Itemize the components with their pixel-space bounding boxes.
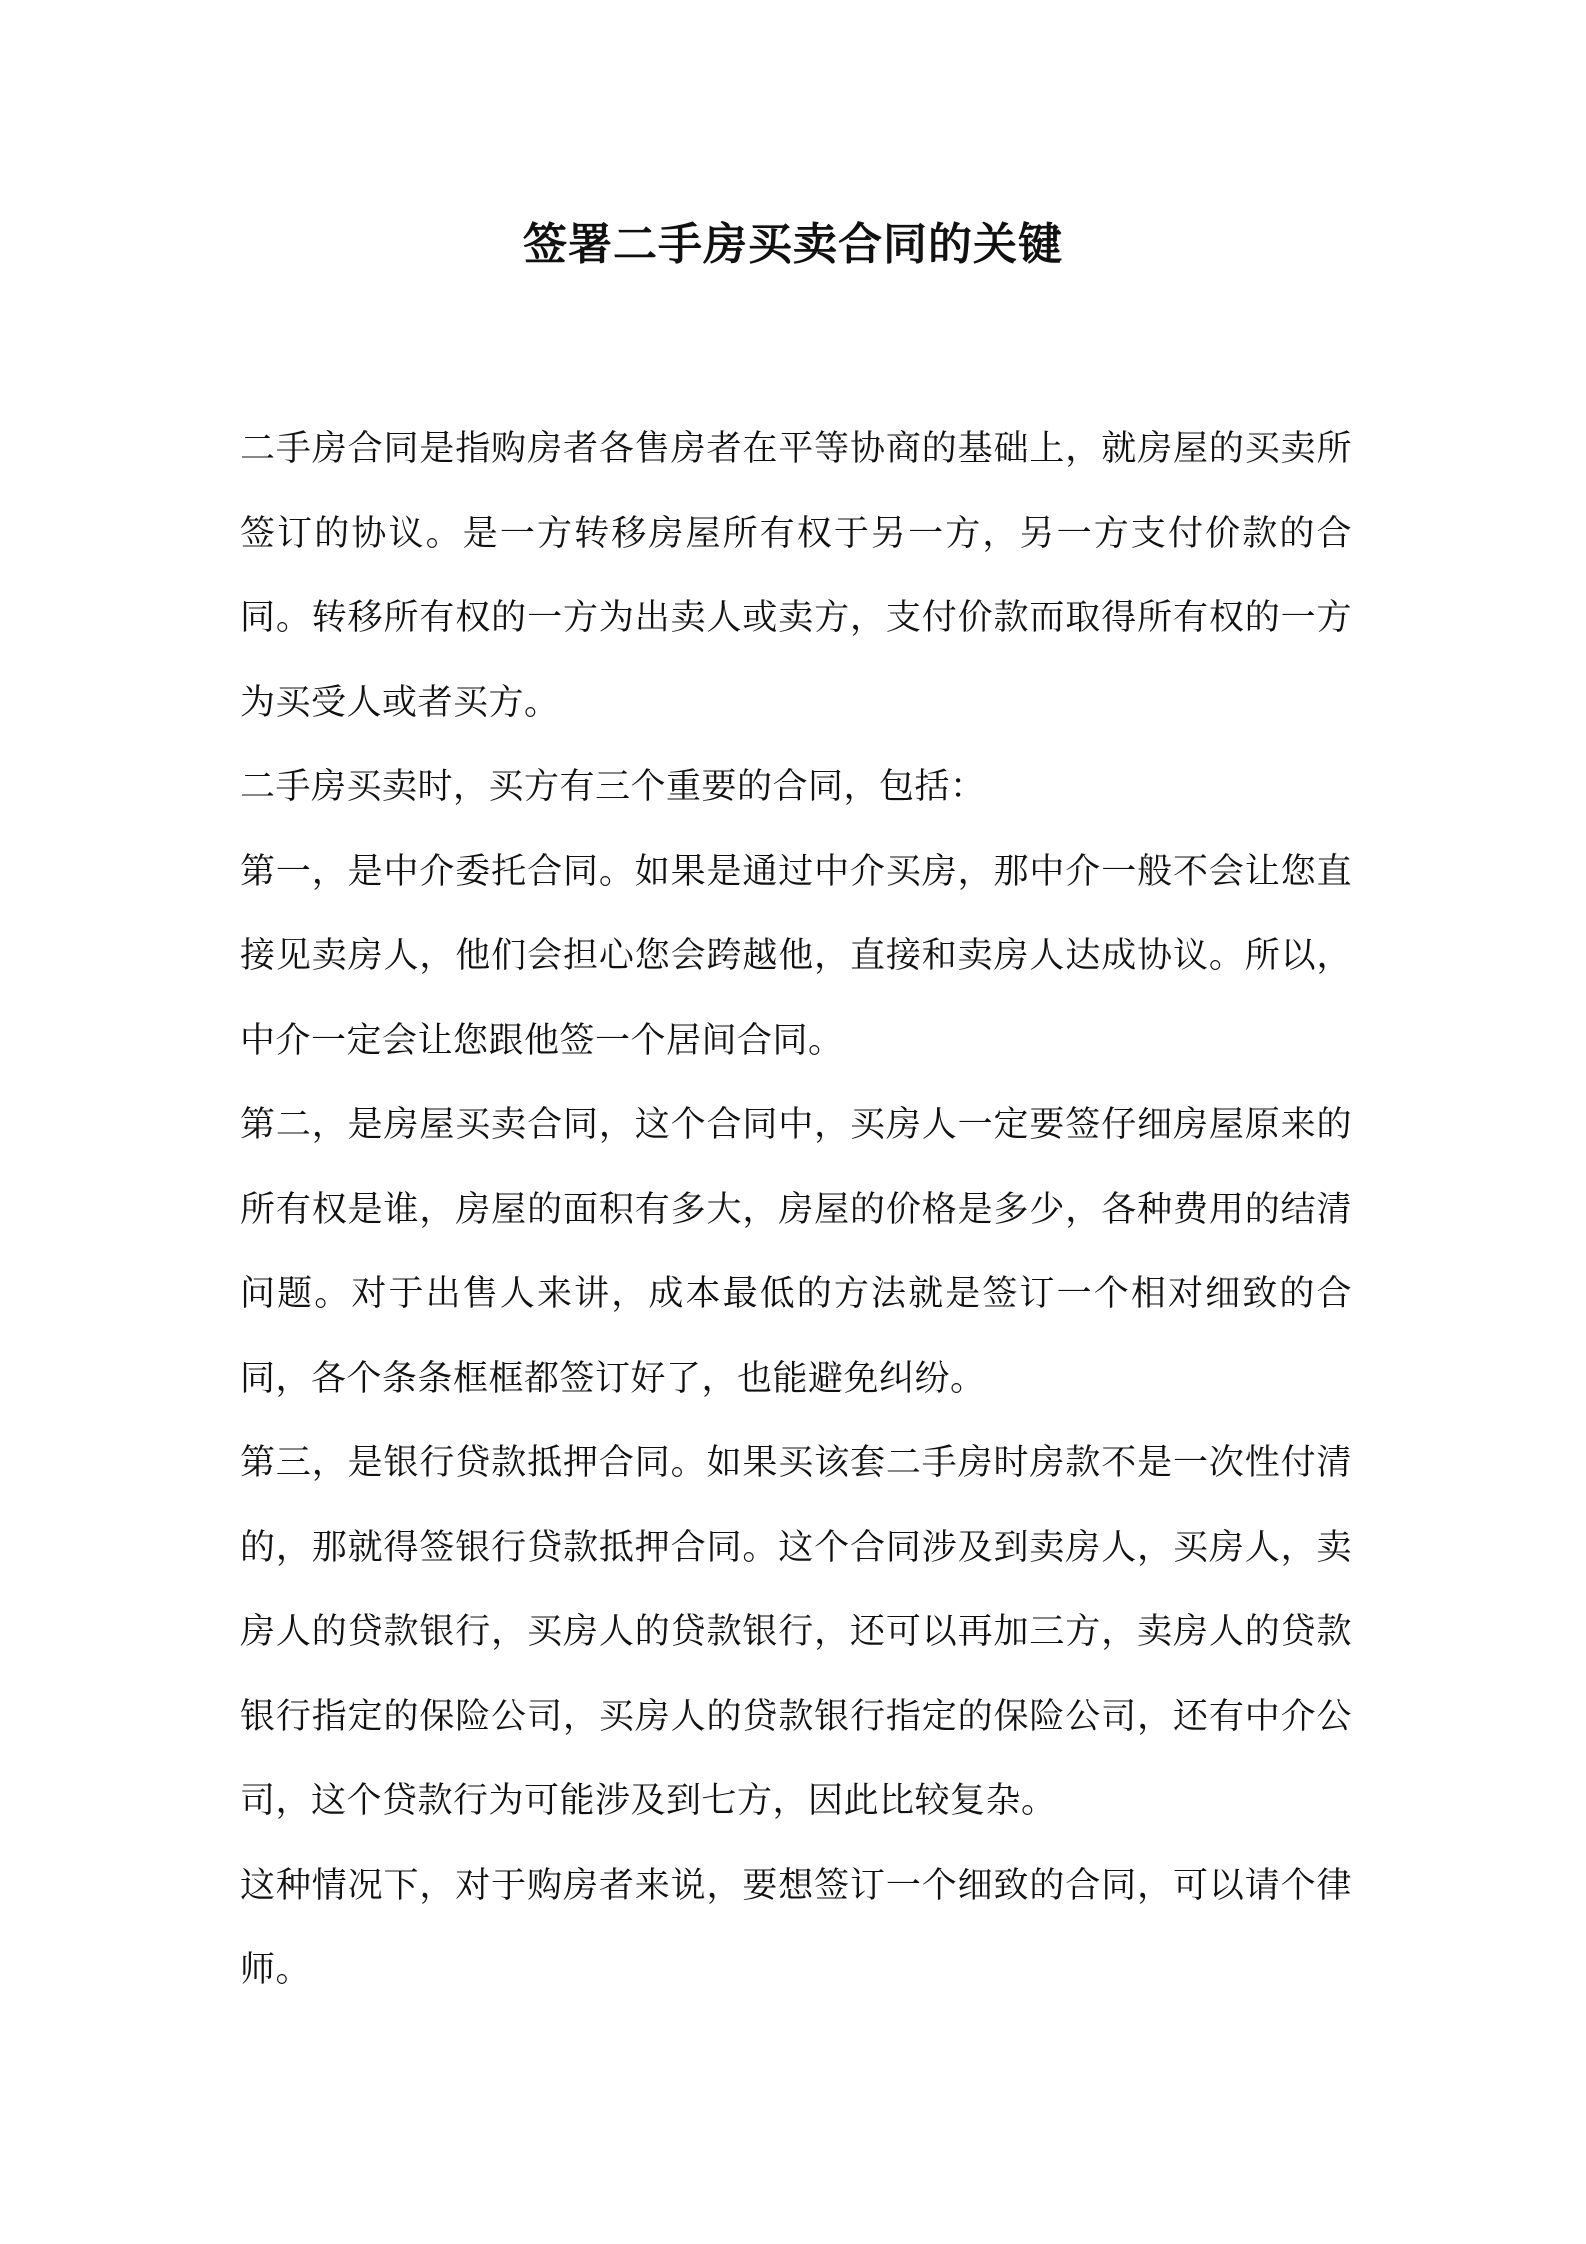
paragraph-conclusion: 这种情况下，对于购房者来说，要想签订一个细致的合同，可以请个律师。: [240, 1865, 1352, 1990]
document-title: 签署二手房买卖合同的关键: [523, 219, 1063, 270]
paragraph-definition: 二手房合同是指购房者各售房者在平等协商的基础上，就房屋的买卖所签订的协议。是一方转移房屋所有权于另一方，另一方支付价款的合同。转移所有权的一方为出卖人或卖方，支付价款而取得所有权的一方为买受人或者买方。: [240, 429, 1352, 723]
paragraph-intro-contracts: 二手房买卖时，买方有三个重要的合同，包括：: [240, 767, 986, 807]
document-body: [240, 407, 1352, 2013]
paragraph-sale-contract: 第二，是房屋买卖合同，这个合同中，买房人一定要签仔细房屋原来的所有权是谁，房屋的面积有多大，房屋的价格是多少，各种费用的结清问题。对于出售人来讲，成本最低的方法就是签订一个相对细致的合同，各个条条框框都签订好了，也能避免纠纷。: [240, 1105, 1352, 1399]
paragraph-mortgage-contract: 第三，是银行贷款抵押合同。如果买该套二手房时房款不是一次性付清的，那就得签银行贷款抵押合同。这个合同涉及到卖房人，买房人，卖房人的贷款银行，买房人的贷款银行，还可以再加三方，卖房人的贷款银行指定的保险公司，买房人的贷款银行指定的保险公司，还有中介公司，这个贷款行为可能涉及到七方，因此比较复杂。: [240, 1443, 1352, 1821]
paragraph-agency-contract: 第一，是中介委托合同。如果是通过中介买房，那中介一般不会让您直接见卖房人，他们会担心您会跨越他，直接和卖房人达成协议。所以，中介一定会让您跟他签一个居间合同。: [240, 851, 1352, 1061]
